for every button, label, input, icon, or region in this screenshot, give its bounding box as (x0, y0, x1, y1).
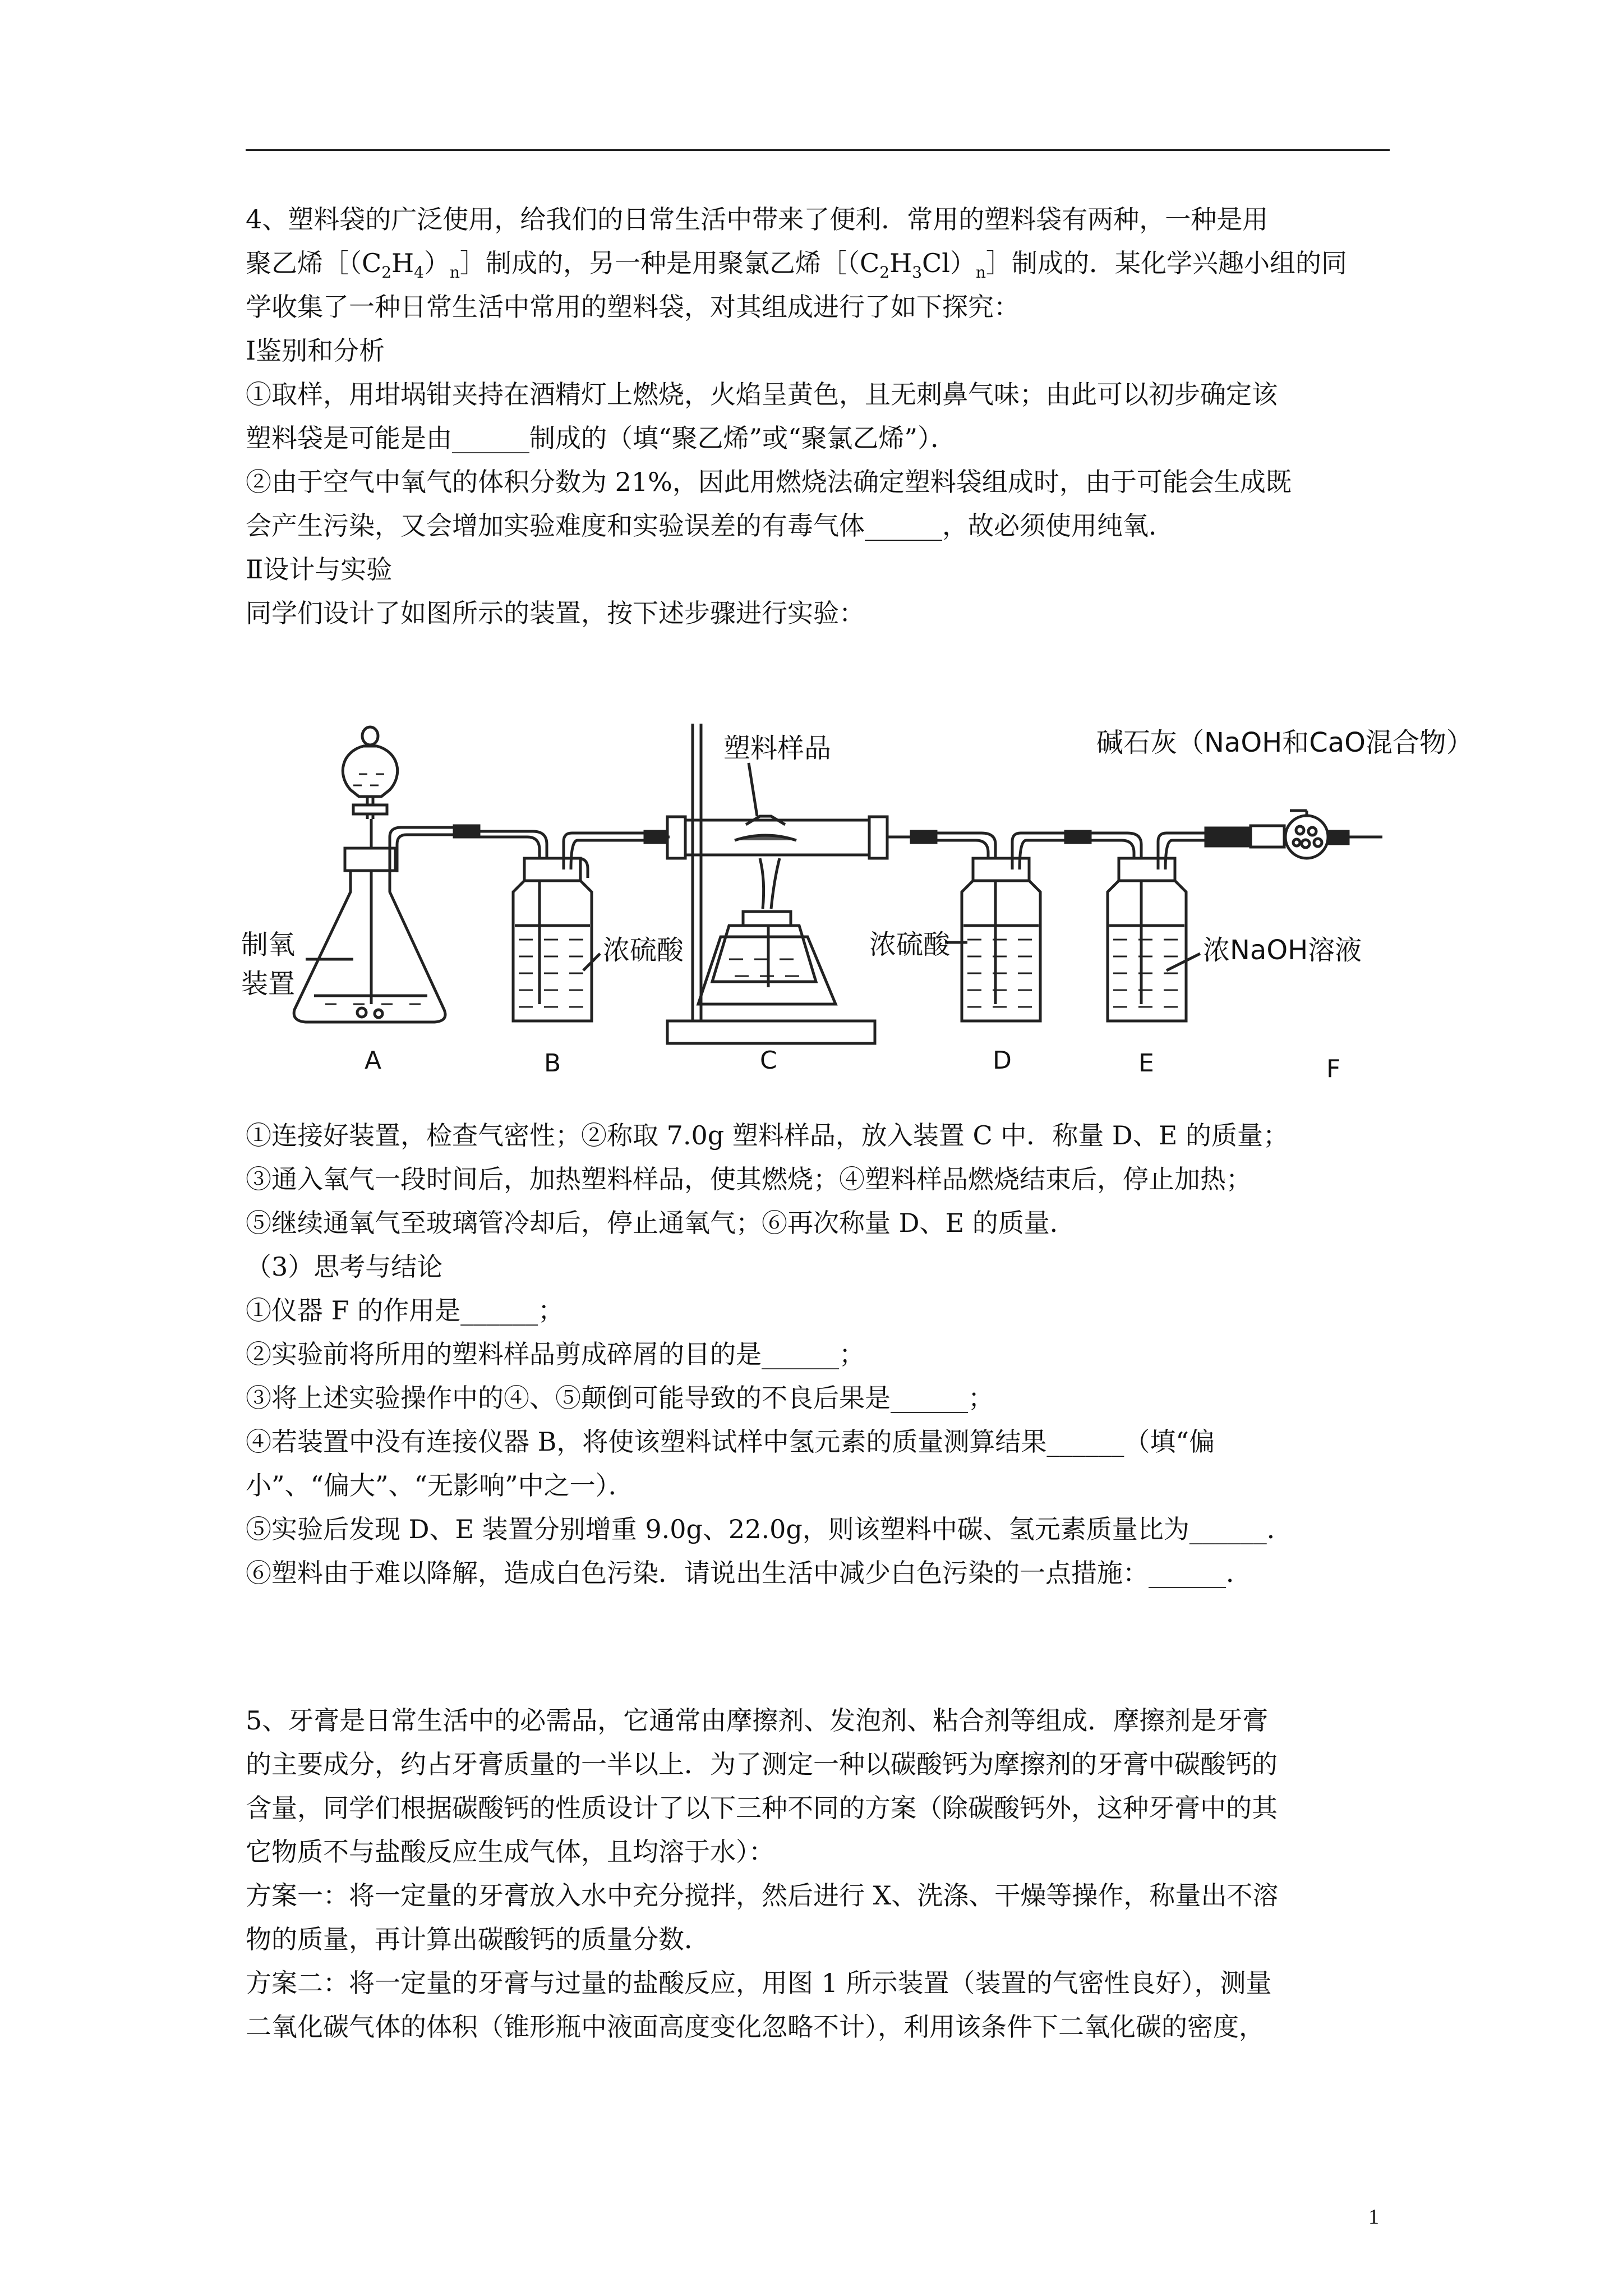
label-conc-sulfuric-d: 浓硫酸 (869, 929, 951, 960)
page-number: 1 (1368, 2205, 1379, 2229)
q5-line-3: 含量，同学们根据碳酸钙的性质设计了以下三种不同的方案（除碳酸钙外，这种牙膏中的其 (246, 1793, 1278, 1823)
q4-intro-line-3: 学收集了一种日常生活中常用的塑料袋，对其组成进行了如下探究： (246, 292, 1020, 322)
letter-a: A (365, 1046, 382, 1075)
q4-intro-line-1: 4、塑料袋的广泛使用，给我们的日常生活中带来了便利．常用的塑料袋有两种，一种是用 (246, 204, 1269, 234)
q4-procedure-line-2: ③通入氧气一段时间后，加热塑料样品，使其燃烧；④塑料样品燃烧结束后，停止加热； (246, 1164, 1252, 1194)
q4-conclusion-3: ③将上述实验操作中的④、⑤颠倒可能导致的不良后果是______； (246, 1383, 994, 1413)
q4-conclusion-1: ①仪器 F 的作用是______； (246, 1295, 564, 1326)
section-design-heading: Ⅱ设计与实验 (246, 554, 393, 585)
letter-f: F (1326, 1055, 1341, 1083)
apparatus-b-bottle (479, 831, 670, 1021)
letter-b: B (544, 1049, 561, 1078)
q5-line-7: 方案二：将一定量的牙膏与过量的盐酸反应，用图 1 所示装置（装置的气密性良好），测量 (246, 1968, 1272, 1998)
section-identify-heading: Ⅰ鉴别和分析 (246, 335, 385, 366)
q5-line-5: 方案一：将一定量的牙膏放入水中充分搅拌，然后进行 X、洗涤、干燥等操作，称量出不溶 (246, 1880, 1279, 1911)
q4-procedure-line-1: ①连接好装置，检查气密性；②称取 7.0g 塑料样品，放入装置 C 中．称量 D、E 的质量； (246, 1120, 1289, 1151)
label-oxygen-device-1: 制氧 (241, 929, 296, 960)
apparatus-d-bottle (887, 831, 1090, 1021)
letter-d: D (993, 1046, 1012, 1075)
apparatus-e-bottle (1090, 833, 1206, 1021)
apparatus-f-drying-tube (1206, 811, 1382, 858)
apparatus-c-tube (645, 724, 887, 1043)
q5-line-2: 的主要成分，约占牙膏质量的一半以上．为了测定一种以碳酸钙为摩擦剂的牙膏中碳酸钙的 (246, 1749, 1278, 1779)
label-oxygen-device-2: 装置 (241, 968, 296, 1000)
q4-step2-line-1: ②由于空气中氧气的体积分数为 21%，因此用燃烧法确定塑料袋组成时，由于可能会生成既 (246, 467, 1292, 497)
q4-conclusion-4a: ④若装置中没有连接仪器 B，将使该塑料试样中氢元素的质量测算结果______（填“偏 (246, 1427, 1215, 1457)
q4-procedure-line-3: ⑤继续通氧气至玻璃管冷却后，停止通氧气；⑥再次称量 D、E 的质量． (246, 1208, 1076, 1238)
q5-line-1: 5、牙膏是日常生活中的必需品，它通常由摩擦剂、发泡剂、粘合剂等组成．摩擦剂是牙膏 (246, 1705, 1269, 1736)
label-conc-sulfuric-b: 浓硫酸 (603, 935, 684, 966)
q4-conclusion-5: ⑤实验后发现 D、E 装置分别增重 9.0g、22.0g，则该塑料中碳、氢元素质量比为______． (246, 1514, 1293, 1544)
liquid-dashes (325, 774, 1178, 1007)
q4-conclusion-6: ⑥塑料由于难以降解，造成白色污染．请说出生活中减少白色污染的一点措施：______． (246, 1558, 1252, 1588)
q4-conclusion-2: ②实验前将所用的塑料样品剪成碎屑的目的是______； (246, 1339, 865, 1369)
q4-design-line: 同学们设计了如图所示的装置，按下述步骤进行实验： (246, 598, 865, 628)
q5-line-8: 二氧化碳气体的体积（锥形瓶中液面高度变化忽略不计），利用该条件下二氧化碳的密度， (246, 2012, 1265, 2042)
section-conclusion-heading: （3）思考与结论 (246, 1251, 443, 1282)
label-soda-lime: 碱石灰（NaOH和CaO混合物） (1096, 727, 1473, 758)
q4-step1-line-1: ①取样，用坩埚钳夹持在酒精灯上燃烧，火焰呈黄色，且无刺鼻气味；由此可以初步确定该 (246, 379, 1278, 409)
question-4-text (246, 197, 1401, 635)
q4-step2-line-2: 会产生污染，又会增加实验难度和实验误差的有毒气体______，故必须使用纯氧． (246, 510, 1174, 541)
label-plastic-sample: 塑料样品 (723, 733, 832, 764)
letter-c: C (760, 1046, 777, 1075)
q4-step1-line-2: 塑料袋是可能是由______制成的（填“聚乙烯”或“聚氯乙烯”）． (246, 423, 957, 453)
question-4-steps (246, 1114, 1401, 1595)
q5-line-6: 物的质量，再计算出碳酸钙的质量分数． (246, 1924, 710, 1954)
header-rule (246, 149, 1390, 151)
q4-intro-line-2: 聚乙烯$[(C_2H_4)_n]$制成的，另一种是用聚氯乙烯$[(C_2H_3Cl)_n]$制成的．某化学兴趣小组的同 (246, 248, 1347, 282)
question-5-text (246, 1699, 1401, 2049)
letter-e: E (1138, 1049, 1154, 1078)
apparatus-a-flask (294, 727, 479, 1022)
apparatus-diagram (241, 690, 1473, 1094)
leader-line-c (749, 763, 757, 816)
label-conc-naoh: 浓NaOH溶液 (1203, 935, 1362, 966)
q4-conclusion-4b: 小”、“偏大”、“无影响”中之一）． (246, 1470, 634, 1501)
q5-line-4: 它物质不与盐酸反应生成气体，且均溶于水）： (246, 1837, 774, 1867)
